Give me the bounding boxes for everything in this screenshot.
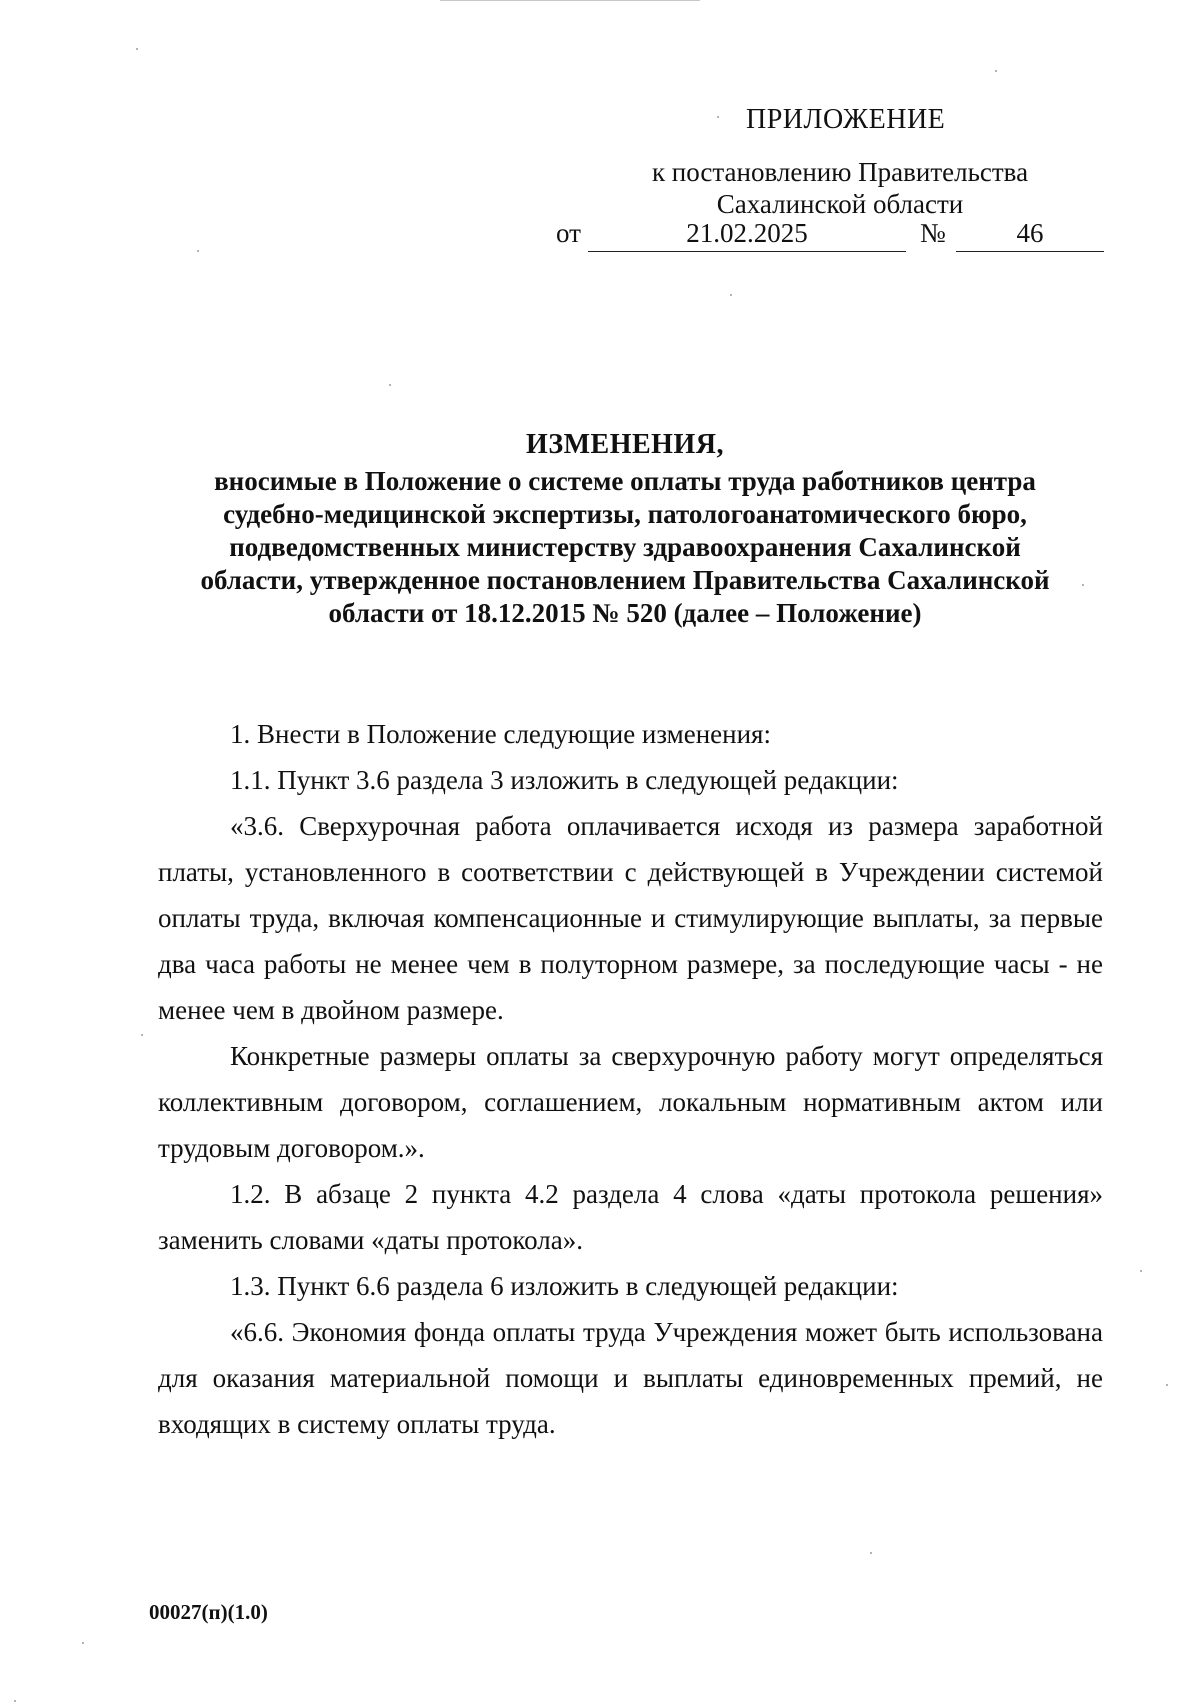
paragraph: «6.6. Экономия фонда оплаты труда Учреждения может быть использована для оказания материальной помощи и выплаты единовременных премий, не входящих в систему оплаты труда. [158, 1317, 1103, 1439]
title-line-5: области от 18.12.2015 № 520 (далее – Положение) [328, 598, 922, 628]
number-label: № [920, 218, 946, 248]
scan-speck [136, 48, 138, 50]
decree-date: 21.02.2025 [588, 218, 906, 252]
paragraph: Конкретные размеры оплаты за сверхурочную работу могут определяться коллективным договором, соглашением, локальным нормативным актом или трудовым договором.». [158, 1041, 1103, 1163]
scan-speck [389, 384, 391, 386]
scan-speck [717, 116, 719, 118]
title-line-3: подведомственных министерству здравоохранения Сахалинской [229, 532, 1021, 562]
reference-line-2: Сахалинской области [716, 189, 964, 219]
title-main: ИЗМЕНЕНИЯ, [526, 429, 724, 460]
title-line-4: области, утвержденное постановлением Правительства Сахалинской [200, 565, 1050, 595]
appendix-title: ПРИЛОЖЕНИЕ [746, 104, 946, 135]
decree-number: 46 [956, 218, 1104, 252]
paragraph: 1. Внести в Положение следующие изменения: [230, 719, 771, 749]
form-code: 00027(п)(1.0) [149, 1600, 268, 1624]
reference-line-1: к постановлению Правительства [651, 157, 1029, 187]
from-label: от [556, 218, 581, 248]
paragraph: 1.2. В абзаце 2 пункта 4.2 раздела 4 слова «даты протокола решения» заменить словами «даты протокола». [158, 1179, 1103, 1255]
scan-speck [82, 1642, 84, 1644]
paragraph: 1.3. Пункт 6.6 раздела 6 изложить в следующей редакции: [230, 1271, 899, 1301]
title-line-2: судебно-медицинской экспертизы, патологоанатомического бюро, [223, 499, 1027, 529]
scan-speck [730, 294, 732, 296]
scan-speck [197, 250, 199, 252]
document-body [158, 711, 1103, 1447]
appendix-reference [600, 156, 1080, 220]
paragraph: 1.1. Пункт 3.6 раздела 3 изложить в следующей редакции: [230, 765, 899, 795]
scan-speck [870, 1552, 872, 1554]
title-line-1: вносимые в Положение о системе оплаты труда работников центра [214, 466, 1036, 496]
paragraph: «3.6. Сверхурочная работа оплачивается исходя из размера заработной платы, установленного в соответствии с действующей в Учреждении системой оплаты труда, включая компенсационные и стимулирующие выплаты, за первые два часа работы не менее чем в полуторном размере, за последующие часы - не менее чем в двойном размере. [158, 811, 1103, 1025]
scan-speck [1140, 1270, 1142, 1272]
scan-speck [14, 1700, 16, 1702]
scan-speck [1166, 1384, 1168, 1386]
document-title [150, 428, 1100, 630]
scan-speck [141, 1034, 143, 1036]
scan-edge-line [440, 0, 700, 1]
scan-speck [995, 70, 997, 72]
